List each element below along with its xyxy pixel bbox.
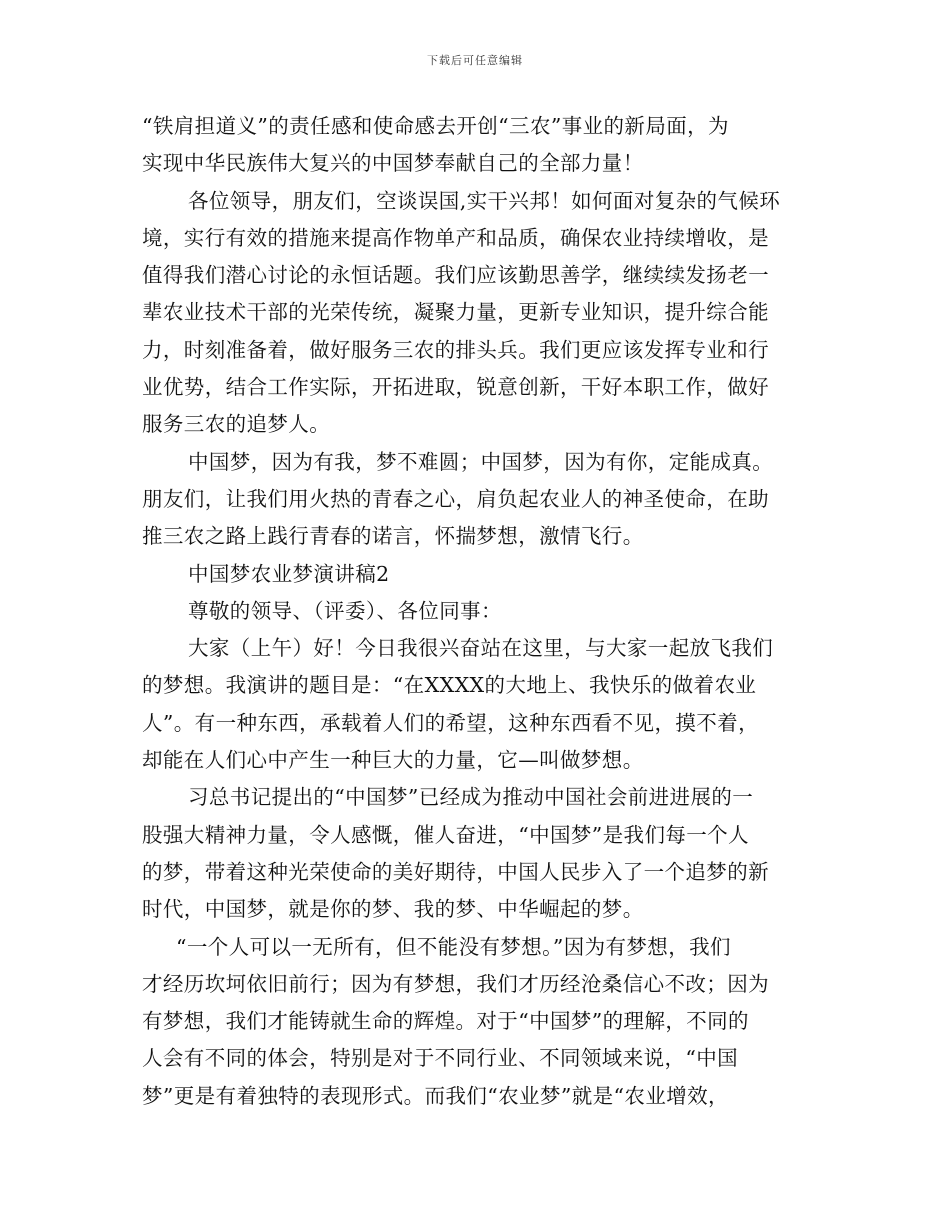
text-line: 值得我们潜心讨论的永恒话题。我们应该勤思善学，继续续发扬老一 xyxy=(142,263,769,288)
text-line: 时代，中国梦，就是你的梦、我的梦、中华崛起的梦。 xyxy=(142,897,644,922)
text-line: 的梦，带着这种光荣使命的美好期待，中国人民步入了一个追梦的新 xyxy=(142,859,769,884)
text-line: 习总书记提出的“中国梦”已经成为推动中国社会前进进展的一 xyxy=(188,785,754,810)
text-line: 境，实行有效的措施来提高作物单产和品质，确保农业持续增收，是 xyxy=(142,225,769,250)
salutation: 尊敬的领导、（评委）、各位同事： xyxy=(188,598,502,623)
text-line: 梦”更是有着独特的表现形式。而我们“农业梦”就是“农业增效， xyxy=(142,1083,729,1108)
section-title: 中国梦农业梦演讲稿2 xyxy=(188,561,390,586)
text-line: 却能在人们心中产生一种巨大的力量，它—叫做梦想。 xyxy=(142,748,644,773)
text-line: 力，时刻准备着，做好服务三农的排头兵。我们更应该发挥专业和行 xyxy=(142,337,769,362)
document-body xyxy=(142,108,810,1115)
text-line: 各位领导，朋友们，空谈误国,实干兴邦！如何面对复杂的气候环 xyxy=(188,188,781,213)
text-line: 业优势，结合工作实际，开拓进取，锐意创新，干好本职工作，做好 xyxy=(142,375,769,400)
text-line: 人”。有一种东西，承载着人们的希望，这种东西看不见，摸不着， xyxy=(142,710,759,735)
text-line: 的梦想。我演讲的题目是：“在XXXX的大地上、我快乐的做着农业 xyxy=(142,673,757,698)
text-line: 有梦想，我们才能铸就生命的辉煌。对于“中国梦”的理解，不同的 xyxy=(142,1009,749,1034)
page-header: 下载后可任意编辑 xyxy=(427,54,523,67)
text-line: 股强大精神力量，令人感慨，催人奋进，“中国梦”是我们每一个人 xyxy=(142,822,749,847)
text-line: 辈农业技术干部的光荣传统，凝聚力量，更新专业知识，提升综合能 xyxy=(142,300,769,325)
text-line: 实现中华民族伟大复兴的中国梦奉献自己的全部力量！ xyxy=(142,151,644,176)
text-line: 人会有不同的体会，特别是对于不同行业、不同领域来说，“中国 xyxy=(142,1046,739,1071)
text-line: 朋友们，让我们用火热的青春之心，肩负起农业人的神圣使命，在助 xyxy=(142,486,769,511)
text-line: “铁肩担道义”的责任感和使命感去开创“三农”事业的新局面，为 xyxy=(142,114,729,138)
text-line: “一个人可以一无所有，但不能没有梦想。”因为有梦想，我们 xyxy=(176,934,731,959)
text-line: 推三农之路上践行青春的诺言，怀揣梦想，激情飞行。 xyxy=(142,524,644,549)
text-line: 中国梦，因为有我，梦不难圆；中国梦，因为有你，定能成真。 xyxy=(188,449,774,474)
text-line: 才经历坎坷依旧前行；因为有梦想，我们才历经沧桑信心不改；因为 xyxy=(142,971,769,996)
text-line: 大家（上午）好！今日我很兴奋站在这里，与大家一起放飞我们 xyxy=(188,636,774,661)
text-line: 服务三农的追梦人。 xyxy=(142,412,331,437)
